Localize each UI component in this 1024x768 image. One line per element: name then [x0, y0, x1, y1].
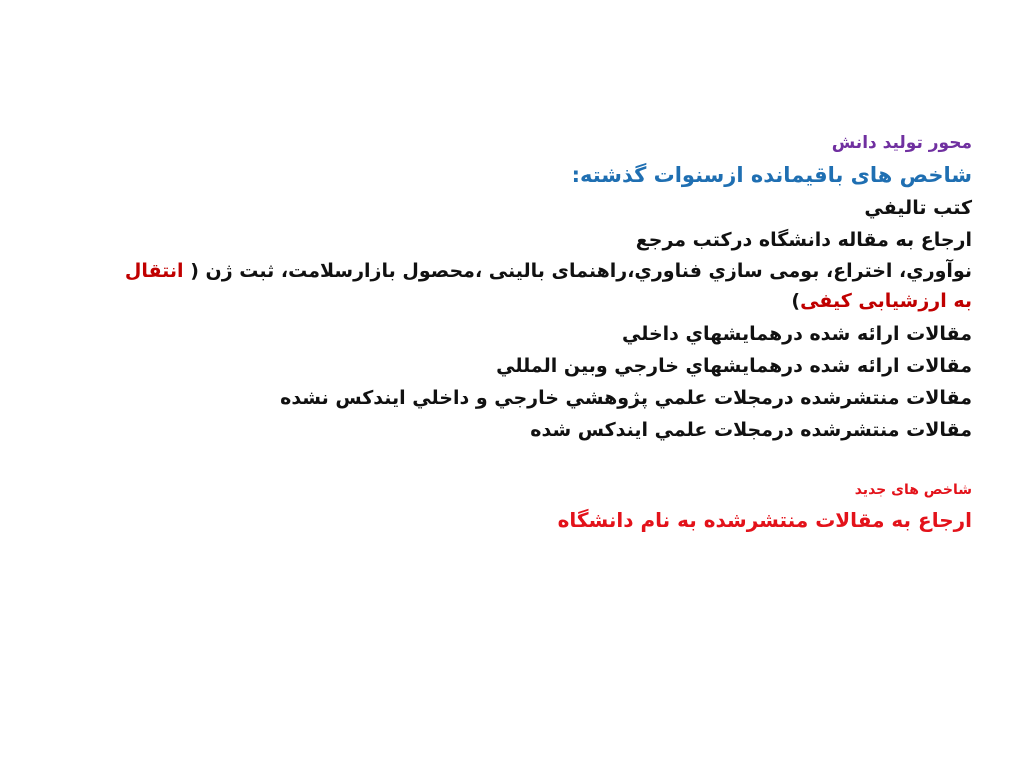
- legacy-indicators-heading: شاخص های باقیمانده ازسنوات گذشته:: [571, 163, 972, 187]
- innovation-text: نوآوري، اختراع، بومی سازي فناوري،راهنمای بالینی ،محصول بازارسلامت، ثبت ژن (: [190, 260, 972, 282]
- list-item-indexed-journal-papers: مقالات منتشرشده درمجلات علمي ايندكس شده: [530, 419, 972, 441]
- list-item-reference-citations: ارجاع به مقاله دانشگاه درکتب مرجع: [635, 229, 972, 251]
- qualitative-evaluation-note: انتقال به ارزشیابی کیفی: [124, 260, 972, 312]
- list-item-domestic-conference-papers: مقالات ارائه شده درهمايشهاي داخلي: [622, 323, 972, 345]
- list-item-international-conference-papers: مقالات ارائه شده درهمايشهاي خارجي وبين المللي: [496, 355, 972, 377]
- list-item-innovation: [112, 256, 972, 318]
- innovation-closing: ): [791, 290, 801, 312]
- section-spacer: [112, 446, 972, 478]
- slide-content: [112, 128, 972, 538]
- knowledge-axis-title: محور تولید دانش: [831, 133, 972, 153]
- new-indicators-heading: شاخص های جدید: [854, 482, 972, 498]
- list-item-authored-books: کتب تاليفي: [864, 197, 972, 219]
- list-item-non-indexed-journal-papers: مقالات منتشرشده درمجلات علمي پژوهشي خارجي و داخلي ايندكس نشده: [280, 387, 972, 409]
- new-item-university-citations: ارجاع به مقالات منتشرشده به نام دانشگاه: [557, 508, 972, 532]
